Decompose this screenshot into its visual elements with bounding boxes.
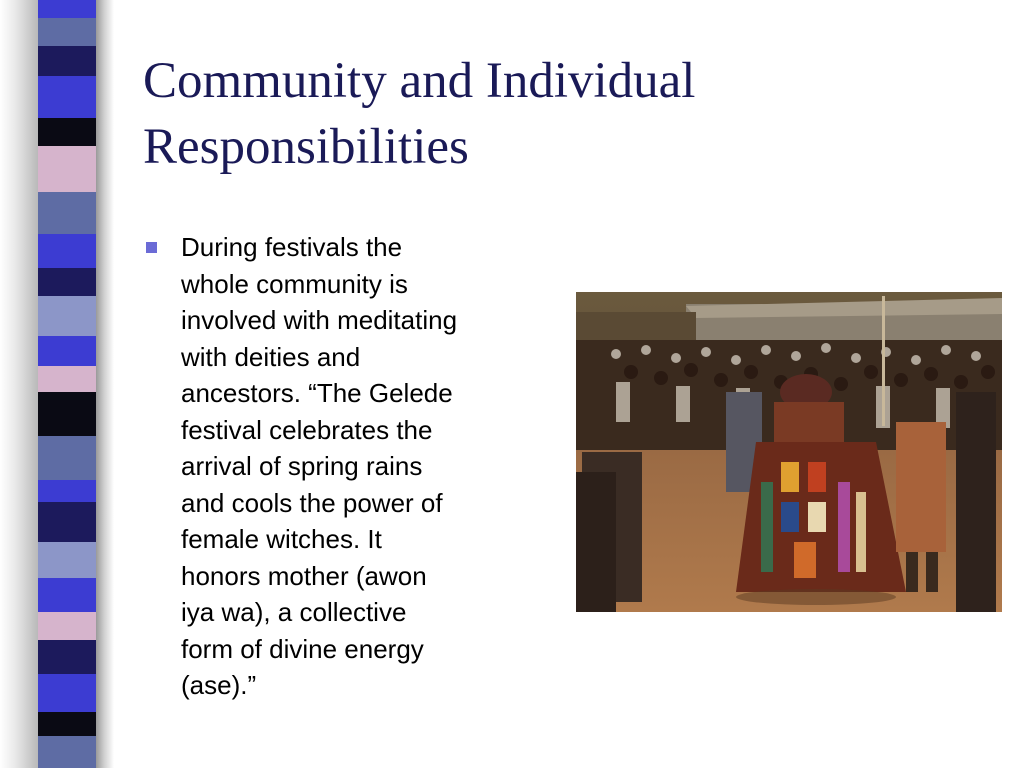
side-bar-edge — [96, 0, 114, 768]
bullet-list — [143, 229, 553, 704]
square-bullet-icon — [146, 242, 157, 253]
festival-photo — [576, 292, 1002, 612]
decorative-side-bar — [38, 0, 96, 768]
gelede-festival-image — [576, 292, 1002, 612]
side-bar-shadow — [0, 0, 38, 768]
slide-title: Community and Individual Responsibilities — [143, 53, 696, 175]
bullet-item-text: During festivals the whole community is involved with meditating with deities and ancestors. “The Gelede festival celebrates the arrival of spring rains and cools the power of female witches. It honors mother (awon iya wa), a collective form of divine energy (ase).” — [181, 232, 458, 700]
